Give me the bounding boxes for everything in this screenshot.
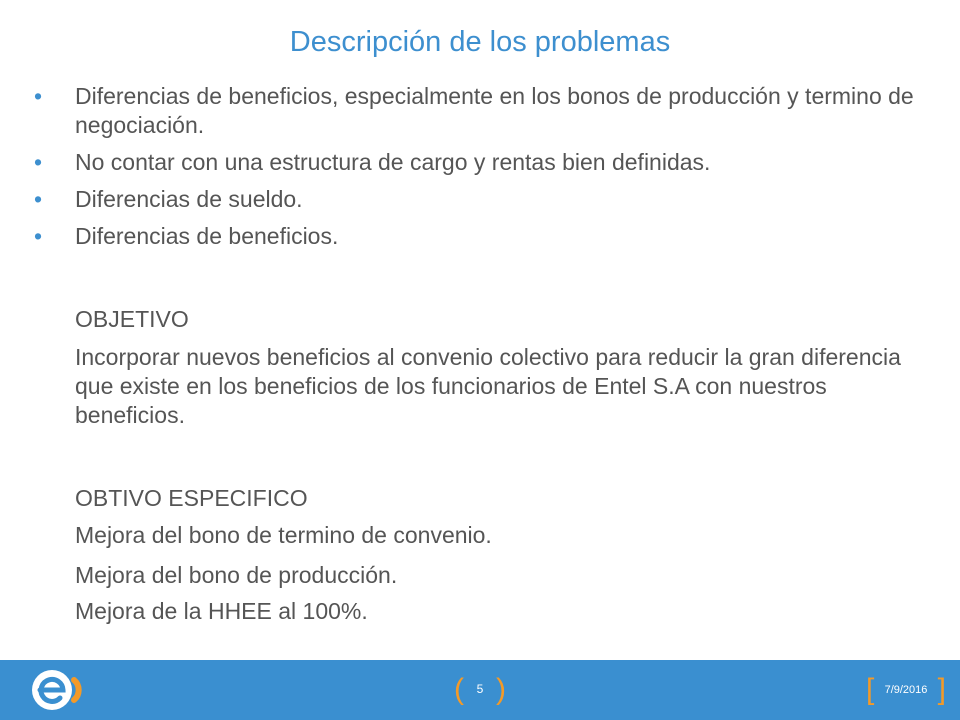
page-number: 5 (476, 682, 484, 696)
close-paren: ) (496, 673, 506, 706)
specific-item: Mejora del bono de termino de convenio. (75, 522, 492, 548)
entel-logo-icon (30, 668, 86, 712)
open-square-bracket: [ (866, 673, 875, 706)
specific-item: Mejora de la HHEE al 100%. (75, 598, 368, 624)
objective-heading: OBJETIVO (75, 306, 189, 332)
list-item-text: Diferencias de sueldo. (75, 186, 303, 212)
list-item (34, 82, 914, 140)
bullet-icon: • (34, 223, 43, 249)
date-indicator (866, 673, 946, 709)
list-item (34, 148, 914, 177)
slide-title: Descripción de los problemas (289, 26, 671, 58)
close-square-bracket: ] (937, 673, 946, 706)
objective-text: Incorporar nuevos beneficios al convenio colectivo para reducir la gran diferencia que existe en los beneficios de los funcionarios de Entel S.A con nuestros beneficios. (75, 344, 901, 428)
slide-date: 7/9/2016 (884, 684, 928, 696)
specific-objective-heading: OBTIVO ESPECIFICO (75, 485, 308, 511)
bullet-icon: • (34, 186, 43, 212)
open-paren: ( (454, 673, 464, 706)
page-number-indicator (454, 673, 506, 709)
list-item-text: Diferencias de beneficios. (75, 223, 339, 249)
bullet-icon: • (34, 149, 43, 175)
problem-list (34, 82, 914, 259)
list-item (34, 185, 914, 214)
bullet-icon: • (34, 83, 43, 109)
list-item-text: Diferencias de beneficios, especialmente en los bonos de producción y termino de negociación. (75, 83, 914, 138)
specific-item: Mejora del bono de producción. (75, 562, 398, 588)
list-item (34, 222, 914, 251)
list-item-text: No contar con una estructura de cargo y rentas bien definidas. (75, 149, 711, 175)
footer-bar (0, 660, 960, 720)
